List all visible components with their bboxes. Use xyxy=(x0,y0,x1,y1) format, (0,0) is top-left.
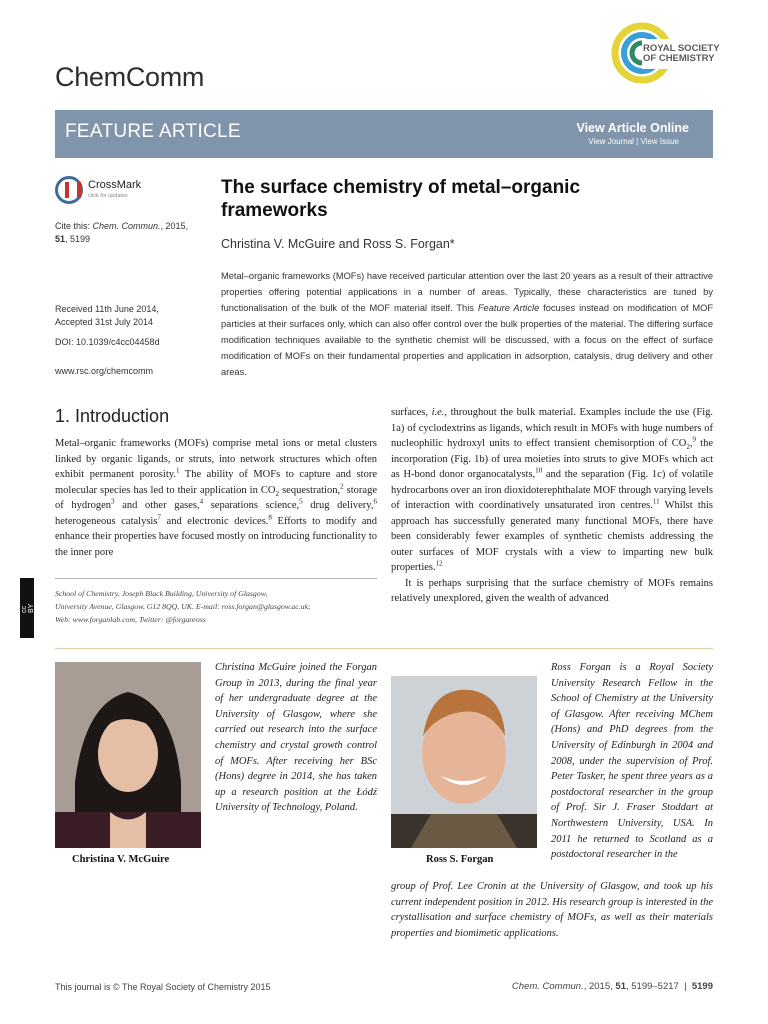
mcguire-caption: Christina V. McGuire xyxy=(72,854,170,865)
crossmark-label: CrossMark xyxy=(88,179,142,191)
footer-citation: Chem. Commun., 2015, 51, 5199–5217 | 5199 xyxy=(511,981,713,992)
citation: Cite this: Chem. Commun., 2015, 51, 5199 xyxy=(55,221,189,244)
abstract: Metal–organic frameworks (MOFs) have received particular attention over the last 20 years as a result of their attractive properties offering potential applications in a number of areas. Typically, these characteristics are tuned by functionalisation of the bulk of the MOF material itself. This Feature Article focuses instead on modification of MOF particles at their surfaces only, which can also offer control over the bulk properties of the material. The differing surface modification techniques available to the synthetic chemist will be discussed, with a focus on the effect of surface modification of MOFs on their fundamental properties and application in adsorption, catalysis, drug delivery and other areas. xyxy=(221,271,714,377)
affiliation: School of Chemistry, Joseph Black Building, University of Glasgow, University Avenue, Glasgow, G12 8QQ, UK. E-mail: ross.forgan@glasgow.ac.uk; Web: www.forganlab.com, Twitter: @forganross xyxy=(55,589,311,624)
forgan-caption: Ross S. Forgan xyxy=(426,854,494,865)
rsc-logo-text: ROYAL SOCIETY OF CHEMISTRY xyxy=(643,43,720,64)
journal-url[interactable]: www.rsc.org/chemcomm xyxy=(55,366,154,376)
article-authors: Christina V. McGuire and Ross S. Forgan* xyxy=(221,237,455,251)
intro-right-column: surfaces, i.e., throughout the bulk material. Examples include the use (Fig. 1a) of cyclodextrins as ligands, which result in MOFs with huge numbers of nucleophilic hydroxyl units to effect transient chemisorption of $CO_2,^9$ the incorporation (Fig. 1b) of urea moieties into struts to give MOFs which act as H-bond donor organocatalysts,$^{10}$ and the separation (Fig. 1c) of volatile hydrocarbons over an iron dioxidoterephthalate MOF through varying levels of interaction with coordinatively unsaturated iron centres.$^{11}$ Whilst this approach has successfully generated many functional MOFs, there have been considerably fewer examples of synthetic chemists addressing the outer surfaces of MOF crystals with a view to imparting new bulk properties.$^{12}$ It is perhaps surprising that the surface chemistry of MOFs remains relatively unexplored, given the wealth of advanced xyxy=(391,407,714,604)
journal-name: ChemComm xyxy=(55,62,205,92)
article-title: The surface chemistry of metal–organic frameworks xyxy=(221,177,581,221)
accepted-date: Accepted 31st July 2014 xyxy=(55,317,154,327)
view-journal-issue-links[interactable]: View Journal | View Issue xyxy=(588,137,679,146)
forgan-bio: Ross Forgan is a Royal Society University Research Fellow in the School of Chemistry at the University of Glasgow. After receiving MChem (Hons) and PhD degrees from the University of Edinburgh in 2004 and 2008, under the supervision of Prof. Peter Tasker, he spent three years as a postdoctoral researcher in the group of Prof. Sir J. Fraser Stoddart at Northwestern University, USA. In 2011 he returned to Scotland as a postdoctoral researcher in the xyxy=(551,662,713,861)
mcguire-bio: Christina McGuire joined the Forgan Group in 2013, during the final year of her undergraduate degree at the University of Glasgow, where she carried out research into the surface chemistry and crystal growth control of MOFs. After receiving her BSc (Hons) degree in 2014, she has taken up a research position at the Łódź University of Technology, Poland. xyxy=(215,662,377,814)
mcguire-photo xyxy=(55,662,201,848)
article-type-banner xyxy=(55,110,713,158)
forgan-bio-continued: group of Prof. Lee Cronin at the University of Glasgow, and took up his current independent position in 2012. His research group is interested in the crystallisation and surface chemistry of MOFs, as well as their materials properties and biomimetic applications. xyxy=(391,881,713,939)
forgan-photo xyxy=(391,676,537,848)
footnote-rule xyxy=(55,578,377,579)
doi[interactable]: DOI: 10.1039/c4cc04458d xyxy=(55,337,160,347)
banner-title: FEATURE ARTICLE xyxy=(65,121,241,142)
crossmark-button[interactable] xyxy=(55,176,175,206)
bio-separator xyxy=(55,648,713,649)
intro-left-column: Metal–organic frameworks (MOFs) comprise metal ions or metal clusters linked by organic ligands, or struts, into network structures which often exhibit permanent porosity.$^1$ The ability of MOFs to capture and store molecular species has led to their application in $CO_2$ sequestration,$^2$ storage of hydrogen$^3$ and other gases,$^4$ separations science,$^5$ drug delivery,$^6$ heterogeneous catalysis$^7$ and electronic devices.$^8$ Efforts to modify and enhance their properties have focused mostly on introducing functionality to the inner pore xyxy=(55,438,378,558)
view-article-online-link[interactable]: View Article Online xyxy=(576,121,689,135)
crossmark-icon xyxy=(55,176,83,204)
section-heading: 1. Introduction xyxy=(55,406,170,426)
received-date: Received 11th June 2014, xyxy=(55,304,159,314)
crossmark-sub: click for updates xyxy=(88,193,128,199)
cc-license-badge[interactable]: cc BY xyxy=(20,578,34,638)
footer-copyright: This journal is © The Royal Society of Chemistry 2015 xyxy=(55,982,271,992)
